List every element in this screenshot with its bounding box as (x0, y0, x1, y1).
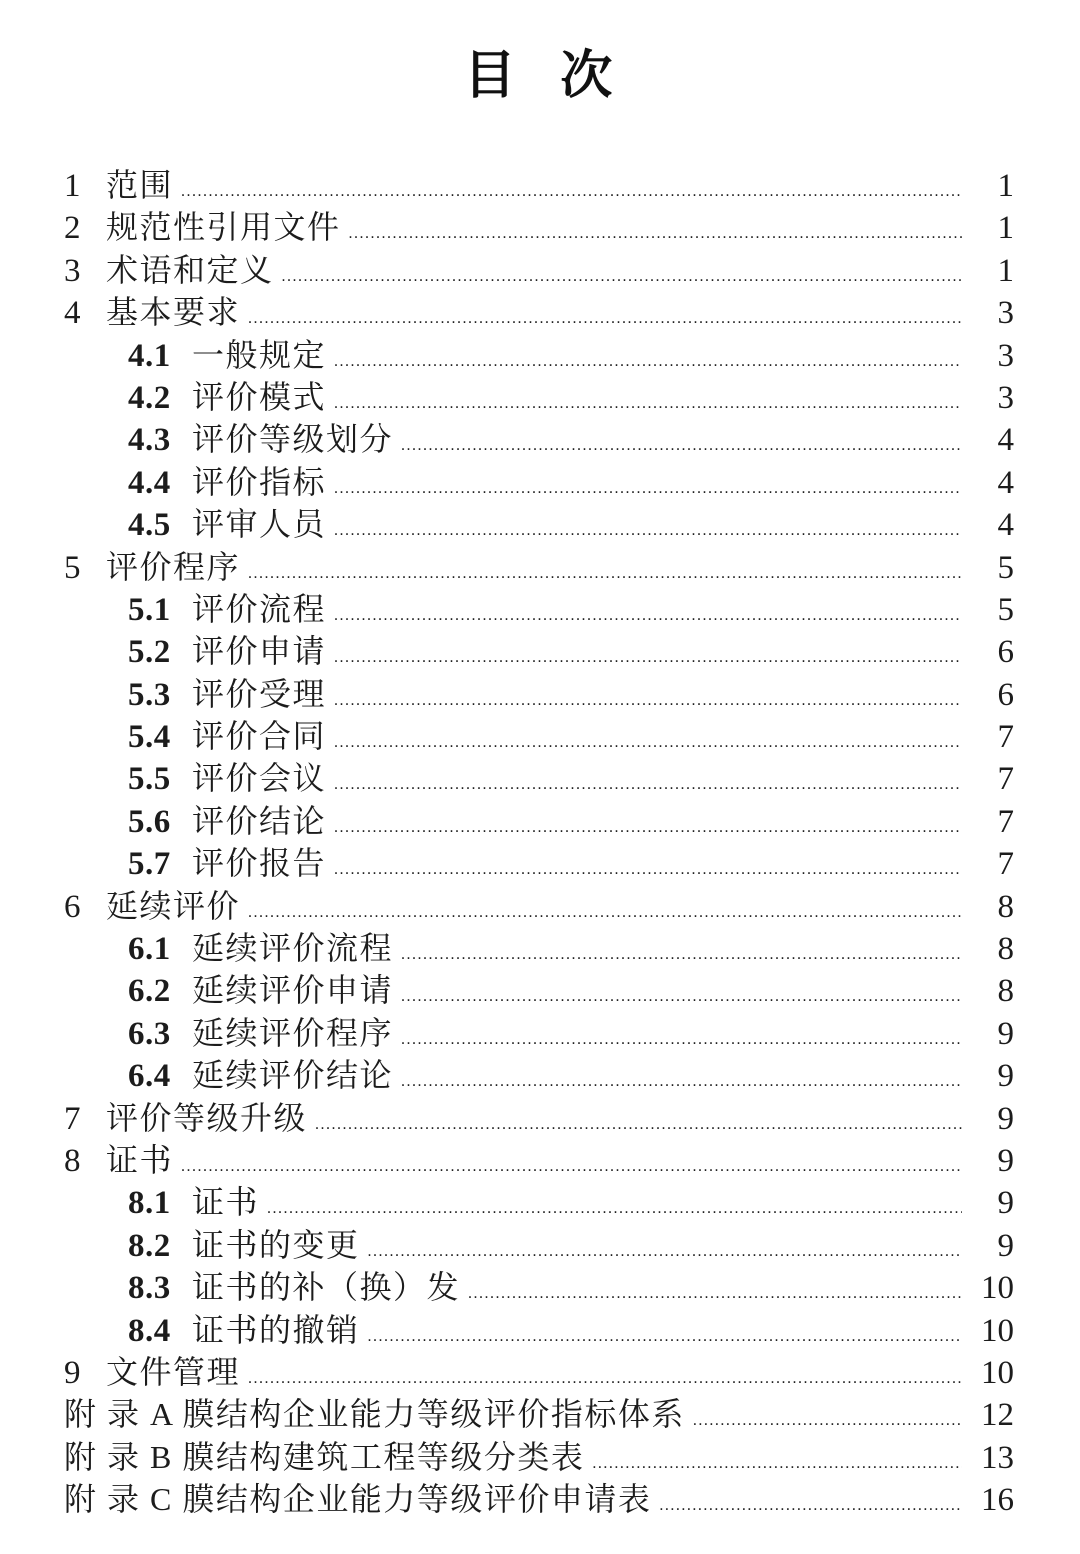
toc-entry-title: 延续评价 (106, 887, 241, 924)
toc-entry-page: 8 (997, 931, 1014, 968)
toc-entry-title: 基本要求 (106, 294, 241, 331)
toc-entry-title: 延续评价程序 (192, 1014, 394, 1051)
toc-entry-title: 附 录 A 膜结构企业能力等级评价指标体系 (64, 1396, 685, 1433)
toc-entry-page: 10 (981, 1312, 1014, 1349)
toc-entry-title: 评价合同 (192, 718, 327, 755)
toc-entry-title: 文件管理 (106, 1353, 241, 1390)
toc-entry-page: 16 (981, 1482, 1014, 1519)
toc-entry (64, 334, 1014, 376)
toc-entry-title: 证书的补（换）发 (192, 1269, 461, 1306)
toc-entry (64, 1266, 1014, 1308)
toc-entry-number: 6.1 (128, 931, 171, 968)
toc-entry-page: 9 (997, 1142, 1014, 1179)
toc-entry-number: 5.2 (128, 634, 171, 671)
toc-entry-page: 8 (997, 973, 1014, 1010)
toc-entry-number: 4.5 (128, 507, 171, 544)
toc-entry-title: 术语和定义 (106, 251, 274, 288)
toc-entry-page: 13 (981, 1439, 1014, 1476)
toc-entry (64, 1351, 1014, 1393)
toc-entry-number: 4.4 (128, 464, 171, 501)
toc-entry-title: 附 录 C 膜结构企业能力等级评价申请表 (64, 1481, 652, 1518)
toc-entry-page: 10 (981, 1354, 1014, 1391)
toc-entry-number: 8.1 (128, 1185, 171, 1222)
toc-entry-page: 5 (997, 591, 1014, 628)
toc-entry-title: 证书的变更 (192, 1226, 360, 1263)
toc-entry (64, 206, 1014, 248)
toc-entry (64, 291, 1014, 333)
toc-entry-page: 12 (981, 1397, 1014, 1434)
toc-entry-number: 5.6 (128, 803, 171, 840)
toc-entry (64, 1097, 1014, 1139)
toc-entry-number: 6.4 (128, 1058, 171, 1095)
toc-entry-title: 评价会议 (192, 760, 327, 797)
toc-entry-title: 评价指标 (192, 463, 327, 500)
toc-entry-title: 证书 (106, 1141, 174, 1178)
toc-entry-title: 延续评价申请 (192, 972, 394, 1009)
toc-entry-number: 2 (64, 210, 81, 247)
toc-entry-title: 证书的撤销 (192, 1311, 360, 1348)
toc-entry-page: 9 (997, 1100, 1014, 1137)
toc-entry (64, 885, 1014, 927)
toc-entry-page: 8 (997, 888, 1014, 925)
toc-entry-number: 5.7 (128, 846, 171, 883)
toc-entry (64, 418, 1014, 460)
toc-entry-page: 7 (997, 719, 1014, 756)
toc-entry-page: 4 (997, 507, 1014, 544)
dot-leader (659, 1478, 962, 1527)
toc-entry-page: 7 (997, 761, 1014, 798)
toc-entry (64, 1139, 1014, 1181)
toc-entry-number: 6.2 (128, 973, 171, 1010)
toc-entry-page: 10 (981, 1270, 1014, 1307)
toc-entry (64, 673, 1014, 715)
toc-entry-number: 6 (64, 888, 81, 925)
toc-entry-title: 延续评价流程 (192, 930, 394, 967)
toc-entry-page: 6 (997, 634, 1014, 671)
toc-entry-number: 8 (64, 1142, 81, 1179)
toc-entry-number: 5.1 (128, 591, 171, 628)
toc-entry-title: 延续评价结论 (192, 1057, 394, 1094)
toc-entry-page: 4 (997, 464, 1014, 501)
toc-entry-number: 5 (64, 549, 81, 586)
toc-list (64, 164, 1014, 1521)
toc-entry (64, 1309, 1014, 1351)
toc-entry-number: 4.2 (128, 379, 171, 416)
toc-entry (64, 842, 1014, 884)
toc-entry-page: 7 (997, 846, 1014, 883)
toc-entry (64, 1436, 1014, 1478)
toc-entry (64, 588, 1014, 630)
toc-entry-page: 3 (997, 379, 1014, 416)
toc-entry-page: 5 (997, 549, 1014, 586)
toc-entry-number: 8.3 (128, 1270, 171, 1307)
toc-entry-number: 8.4 (128, 1312, 171, 1349)
toc-entry-page: 9 (997, 1058, 1014, 1095)
toc-entry (64, 1181, 1014, 1223)
toc-entry-title: 规范性引用文件 (106, 209, 341, 246)
toc-entry-page: 1 (997, 210, 1014, 247)
toc-entry-title: 评价流程 (192, 590, 327, 627)
toc-entry-number: 5.5 (128, 761, 171, 798)
toc-entry-title: 评价申请 (192, 633, 327, 670)
toc-entry (64, 1393, 1014, 1435)
toc-entry-page: 7 (997, 803, 1014, 840)
toc-entry-number: 5.3 (128, 676, 171, 713)
toc-entry-title: 评价受理 (192, 675, 327, 712)
toc-entry (64, 715, 1014, 757)
toc-entry-number: 3 (64, 252, 81, 289)
toc-entry-number: 4.3 (128, 422, 171, 459)
toc-entry-page: 9 (997, 1185, 1014, 1222)
toc-entry (64, 249, 1014, 291)
toc-entry-title: 评价程序 (106, 548, 241, 585)
toc-entry-title: 范围 (106, 167, 174, 203)
toc-entry-title: 证书 (192, 1184, 260, 1221)
toc-entry-page: 1 (997, 168, 1014, 204)
toc-entry-number: 5.4 (128, 719, 171, 756)
toc-entry-number: 1 (64, 168, 81, 204)
toc-entry (64, 503, 1014, 545)
toc-entry-title: 评价报告 (192, 845, 327, 882)
page-title: 目 次 (463, 47, 615, 105)
toc-entry-title: 评价模式 (192, 378, 327, 415)
toc-entry-title: 评价等级划分 (192, 421, 394, 458)
toc-entry (64, 757, 1014, 799)
toc-entry (64, 1012, 1014, 1054)
toc-entry-page: 6 (997, 676, 1014, 713)
toc-entry-title: 附 录 B 膜结构建筑工程等级分类表 (64, 1438, 585, 1475)
toc-entry (64, 376, 1014, 418)
toc-entry (64, 546, 1014, 588)
toc-entry-page: 3 (997, 295, 1014, 332)
toc-entry (64, 800, 1014, 842)
toc-entry (64, 1478, 1014, 1520)
toc-entry (64, 969, 1014, 1011)
toc-entry-page: 1 (997, 252, 1014, 289)
toc-entry-page: 4 (997, 422, 1014, 459)
toc-entry-number: 7 (64, 1100, 81, 1137)
toc-entry-page: 3 (997, 337, 1014, 374)
toc-entry (64, 461, 1014, 503)
toc-entry-number: 6.3 (128, 1015, 171, 1052)
toc-entry (64, 1224, 1014, 1266)
toc-entry (64, 164, 1014, 206)
toc-entry-title: 评价等级升级 (106, 1099, 308, 1136)
toc-entry-title: 评审人员 (192, 506, 327, 543)
toc-entry-title: 一般规定 (192, 336, 327, 373)
toc-entry (64, 1054, 1014, 1096)
toc-entry (64, 927, 1014, 969)
toc-entry-number: 8.2 (128, 1227, 171, 1264)
toc-entry-title: 评价结论 (192, 802, 327, 839)
toc-entry-number: 9 (64, 1354, 81, 1391)
toc-entry-page: 9 (997, 1015, 1014, 1052)
toc-entry-page: 9 (997, 1227, 1014, 1264)
toc-entry-number: 4.1 (128, 337, 171, 374)
toc-entry (64, 630, 1014, 672)
toc-entry-number: 4 (64, 295, 81, 332)
